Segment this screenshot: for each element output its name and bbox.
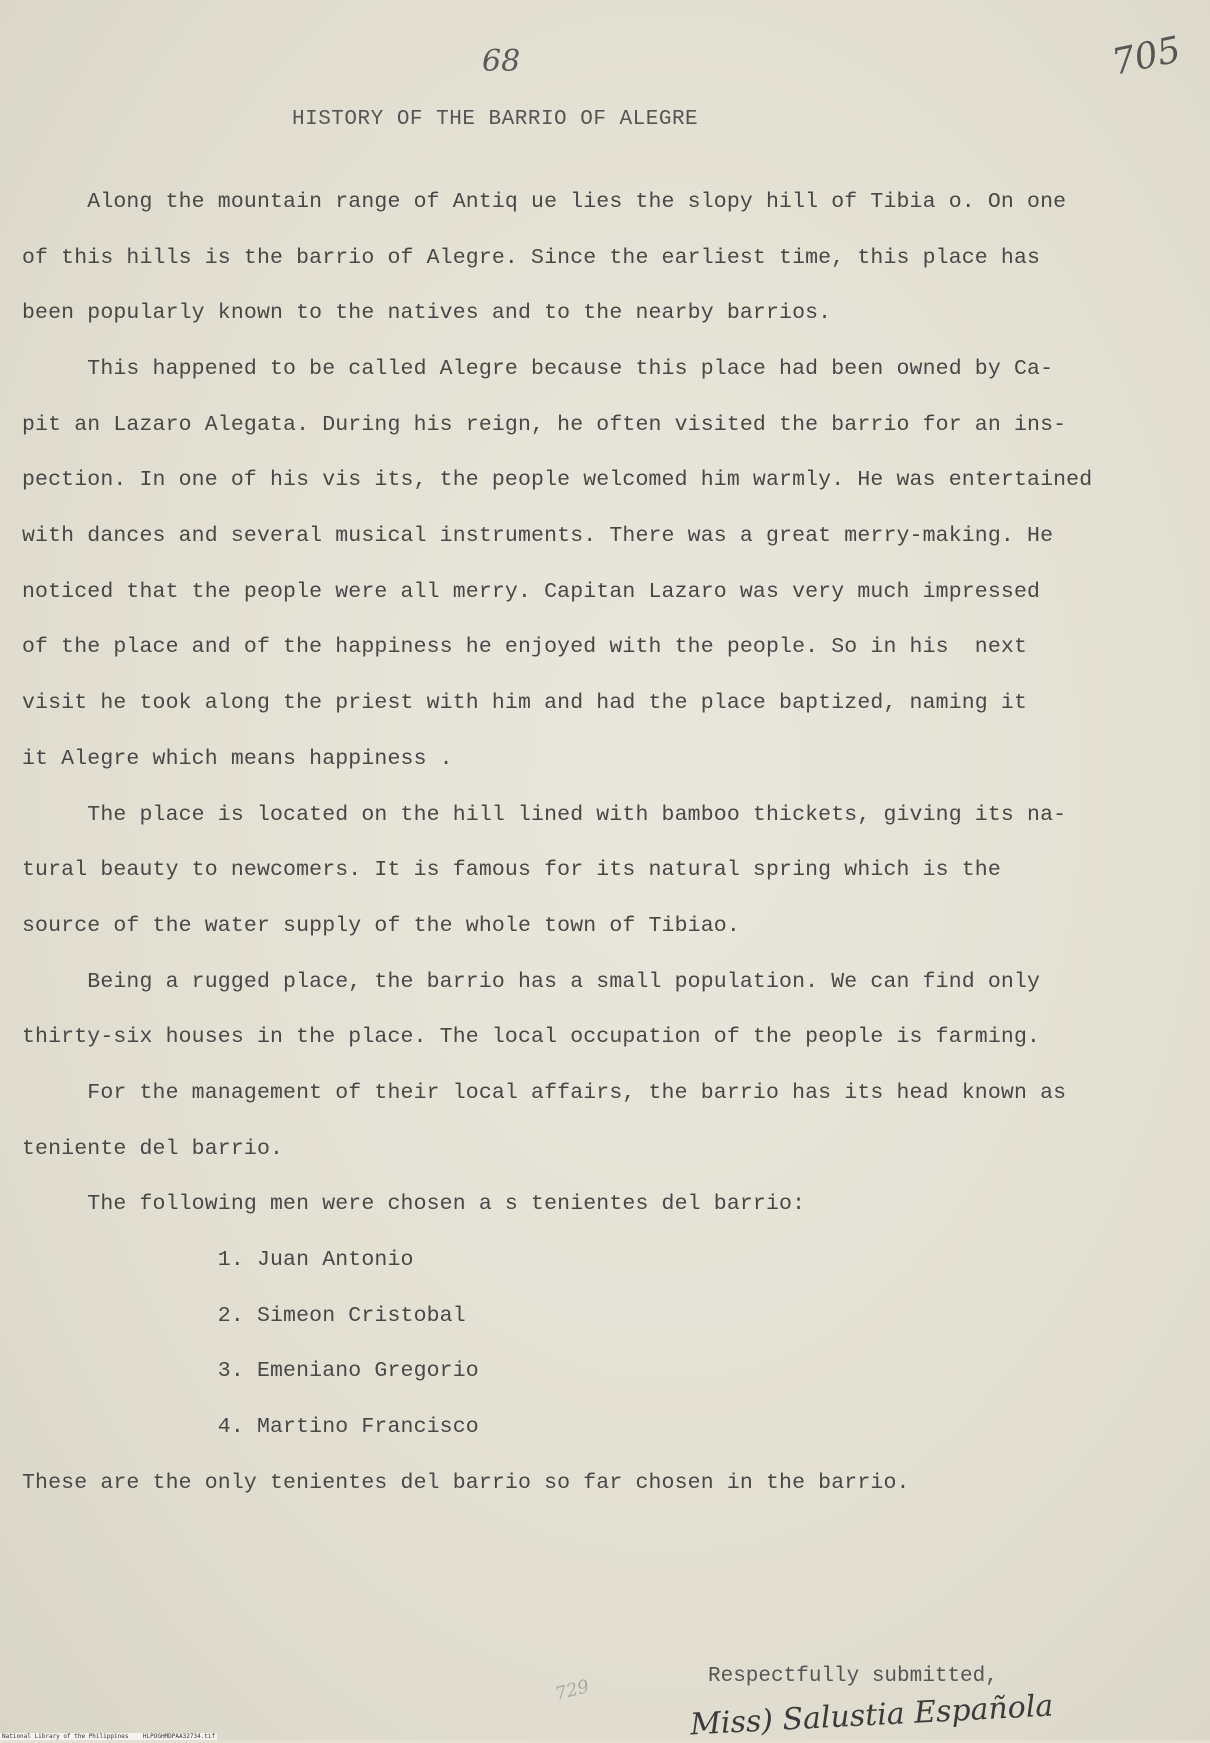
body-line: Being a rugged place, the barrio has a small population. We can find only — [22, 970, 1041, 994]
body-line: source of the water supply of the whole town of Tibiao. — [22, 914, 740, 938]
archive-caption: National Library of the Philippines HLPOGHMDPAA32734.tif — [2, 1733, 216, 1740]
body-line: thirty-six houses in the place. The local occupation of the people is farming. — [22, 1025, 1041, 1049]
body-line: with dances and several musical instruments. There was a great merry-making. He — [22, 524, 1054, 548]
document-title: HISTORY OF THE BARRIO OF ALEGRE — [292, 108, 699, 131]
body-line: it Alegre which means happiness . — [22, 747, 453, 771]
list-item-teniente: 1. Juan Antonio — [22, 1248, 414, 1272]
handwritten-page-number: 68 — [482, 44, 521, 79]
body-line: For the management of their local affairs, the barrio has its head known as — [22, 1081, 1067, 1105]
body-line: tural beauty to newcomers. It is famous for its natural spring which is the — [22, 858, 1001, 882]
faint-stamp-number: 729 — [552, 1675, 592, 1706]
body-line: been popularly known to the natives and to the nearby barrios. — [22, 301, 832, 325]
body-line: pection. In one of his vis its, the people welcomed him warmly. He was entertained — [22, 468, 1093, 492]
body-line: visit he took along the priest with him and had the place baptized, naming it — [22, 691, 1028, 715]
body-line: of the place and of the happiness he enjoyed with the people. So in his next — [22, 635, 1028, 659]
handwritten-stamp-number: 705 — [1108, 29, 1185, 84]
body-line: noticed that the people were all merry. Capitan Lazaro was very much impressed — [22, 580, 1041, 604]
body-line: These are the only tenientes del barrio so far chosen in the barrio. — [22, 1471, 910, 1495]
body-line: The following men were chosen a s tenientes del barrio: — [22, 1192, 806, 1216]
list-item-teniente: 4. Martino Francisco — [22, 1415, 479, 1439]
body-line: pit an Lazaro Alegata. During his reign, he often visited the barrio for an ins- — [22, 413, 1067, 437]
body-line: teniente del barrio. — [22, 1137, 284, 1161]
body-line: The place is located on the hill lined with bamboo thickets, giving its na- — [22, 803, 1067, 827]
body-line: Along the mountain range of Antiq ue lies the slopy hill of Tibia o. On one — [22, 190, 1067, 214]
body-line: of this hills is the barrio of Alegre. Since the earliest time, this place has — [22, 246, 1041, 270]
signoff: Respectfully submitted, — [708, 1665, 998, 1688]
handwritten-signature: Miss) Salustia Española — [689, 1688, 1055, 1743]
body-line: This happened to be called Alegre because this place had been owned by Ca- — [22, 357, 1054, 381]
list-item-teniente: 2. Simeon Cristobal — [22, 1304, 466, 1328]
list-item-teniente: 3. Emeniano Gregorio — [22, 1359, 479, 1383]
